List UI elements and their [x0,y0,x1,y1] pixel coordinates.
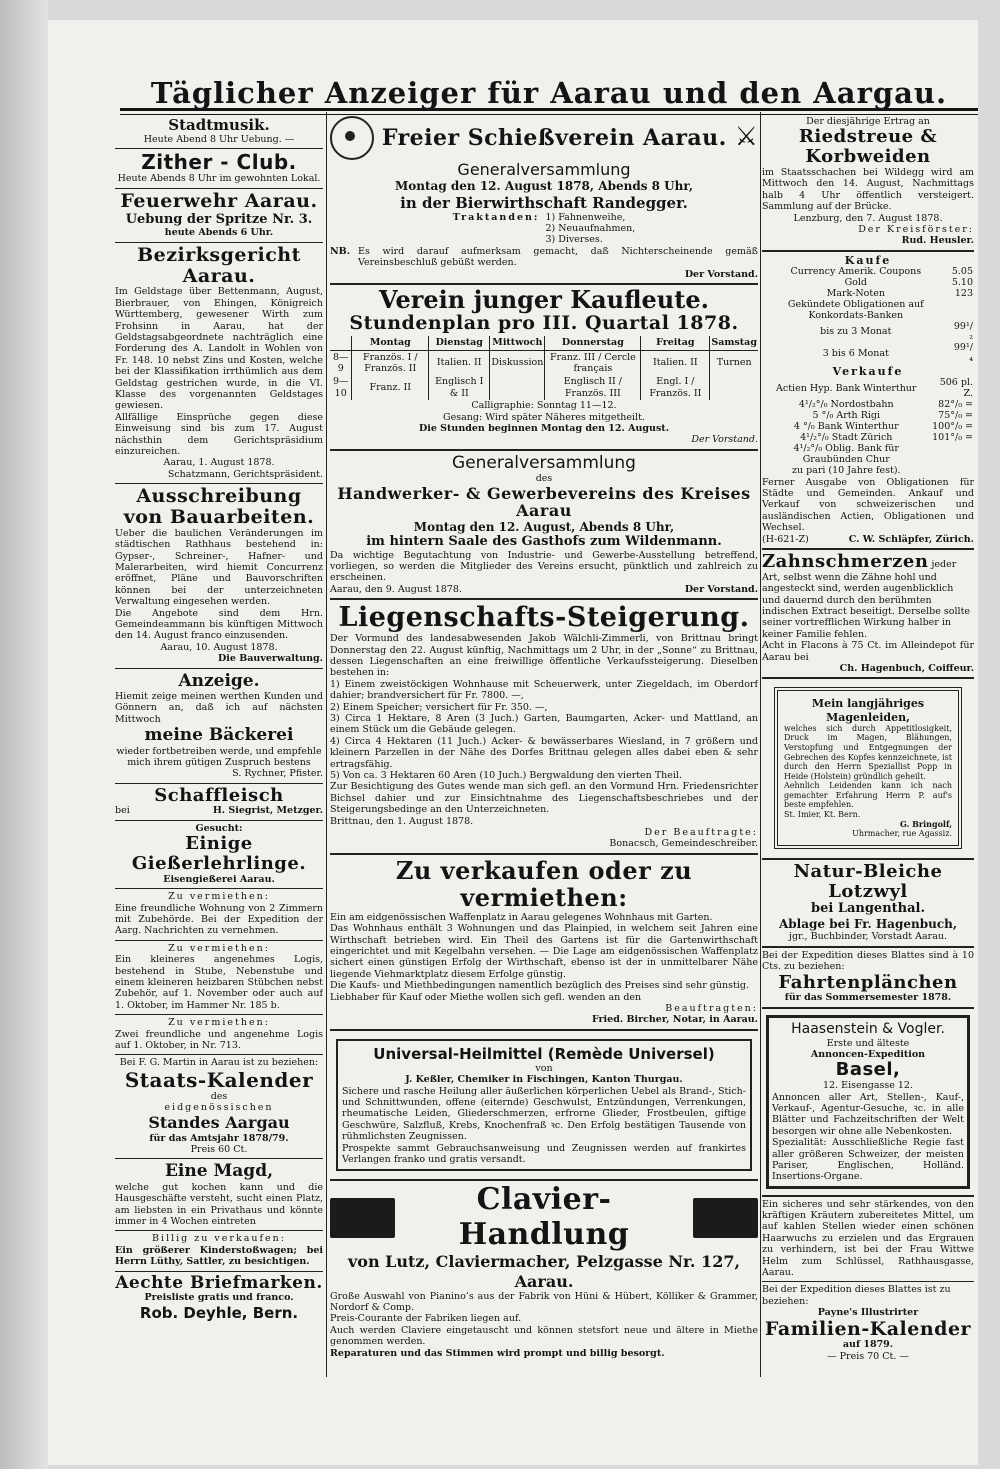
ad-title: Riedstreue & Korbweiden [798,126,938,168]
rate-label: 5 °/₀ Arth Rigi [812,410,881,422]
ad-signature: Rob. Deyhle, Bern. [139,1303,299,1322]
ad-item: 2) Neuaufnahmen, [545,222,636,234]
rate-value [931,444,974,466]
timetable [330,336,758,400]
ad-signature: Schatzmann, Gerichtspräsident. [167,468,323,480]
ad-body: wieder fortbetreiben werde, und empfehle mich ihrem gütigen Zuspruch bestens [116,745,322,768]
crossed-rifles-icon: ⚔ [734,122,758,153]
ad-sign-head: Der Beauftragte: [644,826,758,838]
ad-text: Uebung der Spritze Nr. 3. [125,211,313,227]
timetable-cell: Englisch I & II [429,375,490,400]
rate-label: 4¹/₂°/₀ Stadt Zürich [800,432,893,443]
ad-text: des [535,473,553,485]
rate-value: 99¹/₄ [953,342,973,365]
rate-value: 100°/₀ = [932,421,973,433]
ad-city: Basel, [835,1059,901,1081]
ad-date: Montag den 12. August, Abends 8 Uhr, [413,519,675,534]
ad-text: Payne's Illustrirter [817,1307,919,1319]
rate-row [762,378,974,400]
ad-text: Die Stunden beginnen Montag den 12. August. [418,422,670,434]
timetable-header: Donnerstag [545,336,641,350]
ad-text: Ablage bei Fr. Hagenbuch, [778,917,958,932]
ad-title: Feuerwehr Aarau. [120,189,318,212]
ad-signature: G. Bringolf, [900,818,952,829]
ad-head: Zu vermiethen: [168,942,270,954]
ad-body: Prospekte sammt Gebrauchsanweisung und Zeugnissen werden auf frankirtes Verlangen franko und gratis versandt. [342,1142,746,1165]
ad-body: Das Wohnhaus enthält 3 Wohnungen und das Plainpied, in welchem seit Jahren eine Wirthschaft betrieben wird. Ein Theil des Gartens ist für die Gartenwirthschaft eingerichtet und mit Kegelbahn versehen. — Die Lage am eidgenössischen Waffenplatz sichert einen günstigen Erfolg der Wirthschaft, ebenso ist der in unmittelbarer Nähe liegende Viehmarktplatz diesem Erfolge günstig. [330,923,758,980]
ad-title: Natur-Bleiche Lotzwyl [793,860,943,902]
timetable-cell: Turnen [710,350,758,375]
ad-body: Spezialität: Ausschließliche Regie fast aller größeren Schweizer, der meisten Pariser, Englischen, Holländ. Insertions-Organe. [772,1137,964,1183]
ad-text: Gesang: Wird später Näheres mitgetheilt. [443,411,645,423]
ad-signature: Bonacsch, Gemeindeschreiber. [609,838,758,850]
ad-bank-kurse [762,252,974,550]
ad-text: auf 1879. [842,1339,894,1351]
rate-value: 506 pl. Z. [939,377,973,400]
ad-title: Aechte Briefmarken. [115,1272,323,1293]
ad-body: welche gut kochen kann und die Hausgeschäfte versteht, sucht einen Platz, am liebsten in ein Privathaus und könnte immer in 4 Wochen eintreten [115,1181,323,1228]
ad-body: jeder Art, selbst wenn die Zähne hohl und angesteckt sind, werden augenblicklich und dauernd durch den berühmten indischen Extract beseitigt. Derselbe sollte seiner vortrefflichen Wirkung halber in keiner Familie fehlen. [762,559,971,640]
ad-signature: Ch. Hagenbuch, Coiffeur. [839,662,974,674]
ad-text: Heute Abend 8 Uhr Uebung. — [143,134,295,145]
ad-subtitle: Standes Aargau [148,1113,290,1133]
ad-bezirksgericht [115,243,323,484]
rate-label: Gold [844,276,867,288]
ad-body: Allfällige Einsprüche gegen diese Einweisung sind bis zum 17. August nächsthin dem Gerichtspräsidium einzureichen. [115,411,323,457]
rate-label: 4¹/₂°/₀ Oblig. Bank für Graubünden Chur [793,442,899,465]
ad-body: im Staatsschachen bei Wildegg wird am Mittwoch den 14. August, Nachmittags halb 4 Uhr öffentlich versteigert. Sammlung auf der Brücke. [762,166,974,213]
ad-text: bei [115,805,130,817]
rate-value [950,300,974,322]
ad-title: Handwerker- & Gewerbevereins des Kreises Aarau [337,483,751,521]
ad-title: Eine Magd, [164,1161,274,1182]
ad-title: Anzeige. [178,670,260,691]
ad-ausschreibung [115,484,323,668]
ad-body: Annoncen aller Art, Stellen-, Kauf-, Verkauf-, Agentur-Gesuche, ꝛc. in alle Blätter und Fachzeitschriften der Welt besorgen wir ohne alle Nebenkosten. [772,1091,964,1137]
ad-body: Es wird darauf aufmerksam gemacht, daß Nichterscheinende gemäß Vereinsbeschluß gebüßt werden. [358,245,758,269]
ad-title: von Bauarbeiten. [123,505,315,528]
timetable-cell [710,375,758,400]
ad-signature: Rud. Heusler. [901,235,974,247]
ad-text: Bei der Expedition dieses Blattes ist zu beziehen: [762,1284,951,1307]
ad-text: Calligraphie: Sonntag 11—12. [471,400,617,412]
ad-text: für das Amtsjahr 1878/79. [149,1132,289,1144]
ad-anzeige-baeckerei [115,669,323,784]
ad-body: Ein am eidgenössischen Waffenplatz in Aarau gelegenes Wohnhaus mit Garten. [330,911,713,923]
ad-zahnschmerzen [762,550,974,679]
piano-icon [330,1198,395,1238]
ad-label: Traktanden: [452,211,540,223]
ad-body: Die Kaufs- und Miethbedingungen namentlich bezüglich des Preises sind sehr günstig. [330,980,749,992]
timetable-header: Samstag [711,337,757,349]
timetable-cell: Italien. II [429,350,490,375]
timetable-cell: 8—9 [332,351,349,374]
rate-row [762,300,974,322]
timetable-cell: Diskussion [490,350,545,375]
ad-head: Zu vermiethen: [168,1017,270,1029]
rate-label: Mark-Noten [826,287,885,299]
ad-head: Zu vermiethen: [168,891,270,903]
ad-body: Liebhaber für Kauf oder Miethe wollen sich gefl. wenden an den [330,991,642,1003]
timetable-row [330,375,758,400]
ad-text: Bei F. G. Martin in Aarau ist zu beziehen: [119,1057,319,1069]
rate-value: 82°/₀ = [938,399,973,411]
ad-title: Zither - Club. [141,150,297,175]
rate-label: Currency Amerik. Coupons [790,265,922,277]
ad-subtitle: Generalversammlung [457,160,631,179]
ad-text: eidgenössischen [164,1102,274,1114]
rate-value: 75°/₀ = [938,410,973,422]
ad-title: Fahrtenplänchen [778,971,958,993]
ad-body: Ueber die baulichen Veränderungen im städtischen Rathhaus bestehend in: Gypser-, Schreiner-, Hafner- und Malerarbeiten, wird hiemit Concurrenz eröffnet, Pläne und Bauvorschriften können bei der unterzeichneten Verwaltung eingesehen werden. [115,527,323,608]
ad-item: 3) Diverses. [545,234,603,246]
timetable-cell: Franz. III / Cercle français [545,350,641,375]
timetable-header: Freitag [641,336,710,350]
target-icon [330,116,374,160]
ad-body: Acht in Flacons à 75 Ct. im Alleindepot für Aarau bei [762,640,974,663]
ad-date: Brittnau, den 1. August 1878. [330,815,474,827]
ad-text: von [535,1062,553,1074]
ad-verein-kaufleute [330,285,758,451]
rate-row [762,466,974,477]
ad-head: Billig zu verkaufen: [152,1233,286,1245]
timetable-header: Dienstag [429,336,490,350]
piano-icon [693,1198,758,1238]
ad-text: Preisliste gratis und franco. [144,1292,294,1304]
ad-body: Die Angebote sind dem Hrn. Gemeindeammann bis künftigen Mittwoch den 14. August franco einzusenden. [115,607,323,642]
ad-haarwuchs [762,1197,974,1283]
ad-item: 1) Fahnenweihe, [545,211,626,223]
ad-body: Zwei freundliche und angenehme Logis auf 1. Oktober, in Nr. 713. [115,1028,323,1051]
ad-body: Aehnlich Leidenden kann ich nach gemachter Erfahrung Herrn P. auf's beste empfehlen. [784,781,952,810]
column-right [762,114,974,1365]
ad-title: Haasenstein & Vogler. [791,1020,945,1037]
ad-text: Annoncen-Expedition [810,1048,926,1060]
ad-body: Im Geldstage über Bettenmann, August, Bierbrauer, von Ehingen, Königreich Württemberg, gewesener Wirth zum Frohsinn in Aarau, hat der Geldstagsabgeordnete nachträglich eine Forderung des A. Landolt in Wohlen von Fr. 148. 10 nebst Zins und Kosten, welche bei der Klassifikation irrthümlich aus dem Geldstag gestrichen wurde, in die VI. Klasse des vorgenannten Geldstages gewiesen. [115,286,323,412]
ad-date: Aarau, 10. August 1878. [160,641,278,653]
ad-staatskalender [115,1055,323,1159]
ad-vermiethen-1 [115,889,323,941]
ad-clavier [330,1181,758,1362]
ad-body: Da wichtige Begutachtung von Industrie- und Gewerbe-Ausstellung betreffend, vorliegen, so werden die Mitglieder des Vereins ersucht, pünktlich und zahlreich zu erscheinen. [330,549,758,584]
timetable-cell: 9—10 [332,376,349,399]
ad-body: welches sich durch Appetitlosigkeit, Druck im Magen, Blähungen, Verstopfung und Entgegnungen der Gebrechen des Kopfes kennzeichnete, ist durch den Herrn Speziallist Popp in Heide (Holstein) gründlich geheilt. [784,723,952,781]
ad-subtitle: für das Sommersemester 1878. [784,992,952,1004]
ad-signature: C. W. Schläpfer, Zürich. [848,533,974,545]
rate-label: zu pari (10 Jahre fest). [791,464,901,476]
ad-label: NB. [330,245,351,257]
ad-handwerkerverein [330,451,758,601]
ad-text: des [210,1090,228,1102]
ad-date: Montag den 12. August 1878, Abends 8 Uhr, [395,179,693,194]
ad-title: Einige Gießerlehrlinge. [131,833,307,875]
timetable-cell [490,375,545,400]
ad-signature: Der Vorstand. [684,583,758,595]
ad-title: Liegenschafts-Steigerung. [338,602,750,634]
column-left [115,114,323,1325]
ad-signature: S. Rychner, Pfister. [232,768,323,780]
timetable-row [330,350,758,375]
ad-text: Erste und älteste [826,1037,910,1049]
ad-zither [115,149,323,188]
ad-body: Der Vormund des landesabwesenden Jakob Wälchli-Zimmerli, von Brittnau bringt Donnerstag den 22. August künftig, Nachmittags um 2 Uhr, in der „Sonne“ zu Brittnau, dessen Liegenschaften an eine freiwillige öffentliche Verkaufssteigerung. Dieselben bestehen in: [330,633,758,679]
ad-date: Lenzburg, den 7. August 1878. [793,212,943,224]
rate-label: Gekündete Obligationen auf Konkordats-Banken [787,298,924,321]
timetable-cell: Franz. II [352,375,429,400]
ad-item: 4) Circa 4 Hektaren (11 Juch.) Acker- & bewässerbares Wiesland, in 7 größern und kleinern Parzellen in der Nähe des Dorfes Brittnau gelegen alles dabei eben & sehr ertragsfähig. [330,735,758,770]
ad-code: (H-621-Z) [762,533,809,545]
timetable-cell: Engl. I / Französ. II [641,375,710,400]
rate-label: 3 bis 6 Monat [822,347,889,359]
ad-title: Freier Schießverein Aarau. [381,124,727,151]
ad-title: Staats-Kalender [124,1067,314,1092]
timetable-header: Montag [352,336,429,350]
rate-label: bis zu 3 Monat [820,325,892,337]
ad-magd [115,1159,323,1231]
ad-text: jgr., Buchbinder, Vorstadt Aarau. [789,931,947,943]
rate-value: 5.05 [951,265,973,277]
ad-place: im hintern Saale des Gasthofs zum Wildenmann. [366,534,722,550]
ad-body: Sichere und rasche Heilung aller äußerlichen körperlichen Uebel als Brand-, Stich- und Schnittwunden, offene (eiternde) Geschwulst, Entzündungen, Verrenkungen, rheumatische Leiden, Gliederschmerzen, erfrorne Glieder, Frostbeulen, giftige Geschwüre, Salzfluß, Krebs, Knochenfraß ꝛc. Den Erfolg bestätigen Tausende von rühmlichsten Zeugnissen. [342,1085,746,1143]
ad-text: 12. Eisengasse 12. [823,1080,913,1092]
ad-title: Familien-Kalender [764,1317,972,1340]
ad-body: Eine freundliche Wohnung von 2 Zimmern mit Zubehörde. Bei der Expedition der Aarg. Nachrichten zu vernehmen. [115,902,323,937]
ad-feuerwehr [115,189,323,243]
ad-body: Auch werden Claviere eingetauscht und können stetsfort neue und ältere in Miethe genommen werden. [330,1324,758,1348]
ad-title: Ausschreibung [136,485,302,508]
ad-price: Preis 60 Ct. [190,1144,248,1156]
ad-body: Große Auswahl von Pianino’s aus der Fabrik von Hüni & Hübert, Kölliker & Grammer, Nordorf & Comp. [330,1290,758,1314]
ad-signature: Uhrmacher, rue Agassiz. [852,829,952,839]
rates-table-sell [762,378,974,476]
ad-signature: Eisengießerei Aarau. [163,873,275,885]
ad-schaffleisch [115,784,323,821]
ad-body: Preis-Courante der Fabriken liegen auf. [330,1313,522,1325]
ad-stadtmusik [115,114,323,149]
ad-text: Heute Abends 8 Uhr im gewohnten Lokal. [117,173,321,185]
ad-subtitle: von Lutz, Claviermacher, Pelzgasse Nr. 127, Aarau. [347,1252,741,1291]
ad-item: 3) Circa 1 Hektare, 8 Aren (3 Juch.) Garten, Baumgarten, Acker- und Mattland, an einem Stück um die Gebäude gelegen. [330,713,758,736]
ad-haasenstein [762,1009,974,1197]
rate-value: 5.10 [951,276,973,288]
scan-margin [0,0,48,1469]
ad-title: Zu verkaufen oder zu vermiethen: [395,855,693,913]
rate-row [762,322,974,344]
section-title: Kaufe [844,253,892,267]
rate-row [762,343,974,365]
ad-text: Bei der Expedition dieses Blattes sind à 10 Cts. zu beziehen: [762,949,974,973]
ad-signature: Der Vorstand. [684,268,758,280]
ad-sign-head: Beauftragten: [665,1003,758,1015]
rate-value: 123 [954,287,973,299]
ad-body: Ein kleineres angenehmes Logis, bestehend in Stube, Nebenstube und einem kleineren heizbaren Stübchen nebst Zubehör, auf 1. November oder auch auf 1. Oktober, im Hammer Nr. 185 b. [115,954,323,1011]
ad-date: Aarau, den 9. August 1878. [330,583,462,595]
ad-briefmarken [115,1272,323,1325]
column-center [330,114,758,1362]
ad-price: — Preis 70 Ct. — [827,1350,909,1362]
ad-schiessverein [330,114,758,285]
ad-title: Universal-Heilmittel (Remède Universel) [373,1044,715,1063]
timetable-header [330,336,352,350]
ad-heilmittel [330,1031,758,1182]
ad-riedstreue [762,114,974,252]
ad-naturbleiche [762,860,974,948]
ad-item: 2) Einem Speicher; versichert für Fr. 350. —, [330,701,548,713]
ad-fahrtenplaenchen [762,948,974,1009]
ad-body: Ein sicheres und sehr stärkendes, von den kräftigen Kräutern zubereitetes Mittel, um auf kahlen Stellen wieder einen schönen Haarwuchs zu erzielen und das Ergrauen zu verhindern, ist bei der Frau Wittwe Helm zum Schlüssel, Rathhausgasse, Aarau. [762,1198,974,1279]
ad-sign-head: Der Kreisförster: [858,223,974,235]
ad-vermiethen-3 [115,1015,323,1055]
ad-text: heute Abends 6 Uhr. [164,227,274,239]
ad-vermiethen-2 [115,941,323,1015]
ad-signature: J. Keßler, Chemiker in Fischingen, Kanton Thurgau. [405,1074,683,1086]
ad-verkaufen [330,855,758,1031]
rates-table-buy [762,267,974,365]
ad-signature: H. Siegrist, Metzger. [212,805,323,817]
ad-title: Mein langjähriges [811,697,925,711]
ad-familienkalender [762,1282,974,1365]
column-divider [760,112,761,1377]
ad-place: St. Imier, Kt. Bern. [784,810,861,820]
ad-title: Clavier-Handlung [458,1182,630,1252]
timetable-cell: Englisch II / Französ. III [545,375,641,400]
timetable-cell: Französ. I / Französ. II [352,350,429,375]
rate-label: Actien Hyp. Bank Winterthur [776,382,917,394]
ad-title: Schaffleisch [154,784,284,806]
ad-magenleiden [762,679,974,860]
rate-row [762,444,974,466]
rate-value: 99¹/₂ [953,320,973,343]
ad-signature: Der Vorstand. [691,434,758,446]
ad-subtitle: Generalversammlung [452,452,636,473]
ad-signature: Die Bauverwaltung. [218,653,323,665]
timetable-cell: Italien. II [641,350,710,375]
ad-date: Aarau, 1. August 1878. [163,457,275,469]
ad-body: Ein größerer Kinderstoßwagen; bei Herrn Lüthy, Sattler, zu besichtigen. [115,1244,323,1268]
column-divider [326,112,327,1377]
ad-title: Bezirksgericht Aarau. [137,243,301,287]
ad-body: Hiemit zeige meinen werthen Kunden und Gönnern an, daß ich auf nächsten Mittwoch [115,690,323,725]
ad-body: Ferner Ausgabe von Obligationen für Städte und Gemeinden. Ankauf und Verkauf von schweizerischen und ausländischen Actien, Obligationen und Wechsel. [762,476,974,534]
ad-highlight: meine Bäckerei [144,725,294,746]
ad-body: Reparaturen und das Stimmen wird prompt und billig besorgt. [330,1347,665,1359]
ad-item: 1) Einem zweistöckigen Wohnhause mit Scheuerwerk, unter Ziegeldach, im Oberdorf dahier; brandversichert für Fr. 7800. —, [330,678,758,702]
rate-label: 4¹/₂°/₀ Nordostbahn [798,399,894,411]
ad-title: Verein junger Kaufleute. [379,284,709,314]
timetable-header: Mittwoch [490,336,545,350]
rate-row [762,267,974,278]
ad-text: Der diesjährige Ertrag an [806,116,930,127]
rate-value: 101°/₀ = [932,432,973,443]
section-title: Verkaufe [832,365,904,379]
ad-liegenschaft [330,600,758,854]
ad-title: Magenleiden, [826,710,910,724]
rate-value [931,466,974,477]
ad-title: Stadtmusik. [168,116,270,134]
ad-title: Zahnschmerzen [762,551,929,573]
ad-kinderwagen [115,1231,323,1271]
ad-body: Zur Besichtigung des Gutes wende man sich gefl. an den Vormund Hrn. Friedensrichter Bichsel dahier und zur Einsichtnahme des Liegenschaftsbeschriebes und der Steigerungsbedinge an den Unterzeichneten. [330,781,758,816]
masthead: Täglicher Anzeiger für Aarau und den Aargau. [150,76,948,110]
ad-place: in der Bierwirthschaft Randegger. [400,193,688,212]
ad-giesserlehrlinge [115,821,323,889]
rate-label: 4 °/₀ Bank Winterthur [793,421,899,433]
ad-item: 5) Von ca. 3 Hektaren 60 Aren (10 Juch.) Bergwaldung den vierten Theil. [330,769,682,781]
ad-signature: Fried. Bircher, Notar, in Aarau. [591,1014,758,1026]
ad-subtitle: Stundenplan pro III. Quartal 1878. [349,312,739,335]
ad-subtitle: bei Langenthal. [811,901,925,917]
ad-head: Gesucht: [195,822,243,834]
